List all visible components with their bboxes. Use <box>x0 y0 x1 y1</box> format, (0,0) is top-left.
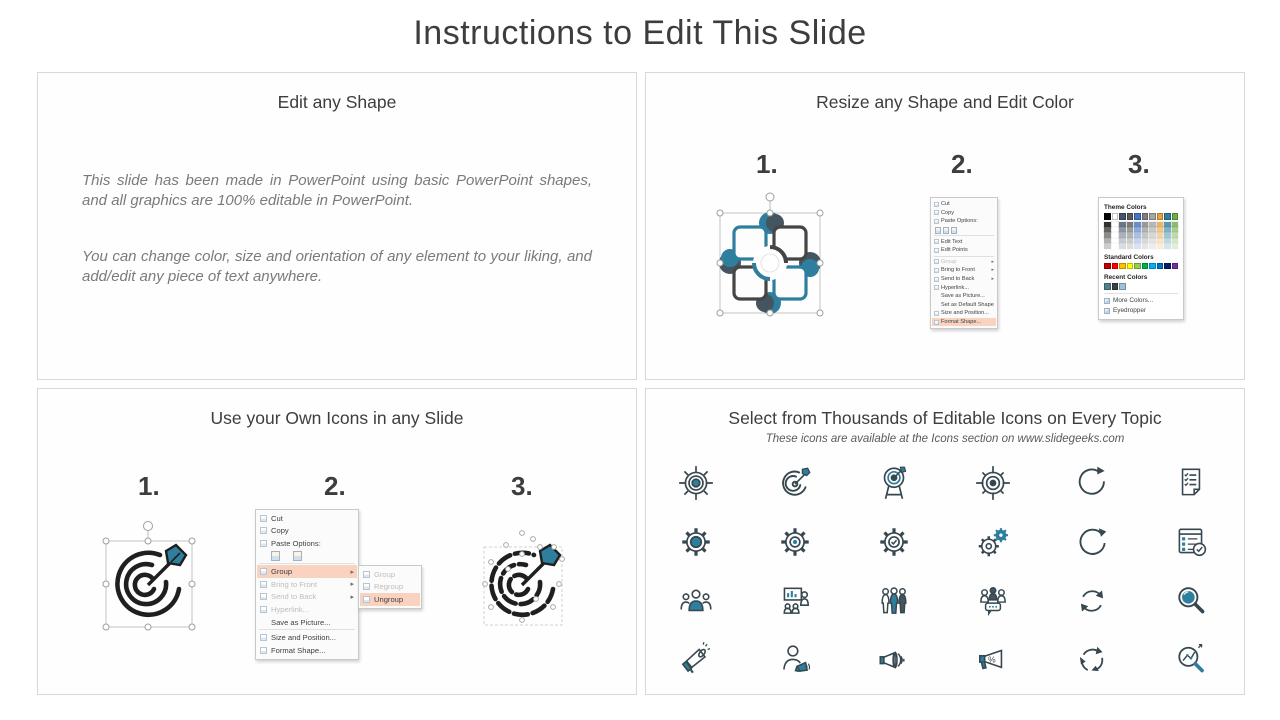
menu-item-icon <box>260 593 267 600</box>
double-gears-icon <box>974 523 1012 561</box>
menu-item-icon <box>934 285 939 290</box>
menu-item-icon <box>934 202 939 207</box>
menu-item-regroup[interactable] <box>360 581 420 594</box>
theme-color-variants[interactable] <box>1104 222 1178 249</box>
icon-cell[interactable] <box>1141 512 1240 571</box>
color-swatch[interactable] <box>1119 263 1126 270</box>
color-swatch[interactable] <box>1149 263 1156 270</box>
gear-hub-icon <box>776 523 814 561</box>
checklist-approved-icon <box>1172 523 1210 561</box>
color-swatch[interactable] <box>1164 213 1171 220</box>
menu-item-bring-to-front[interactable] <box>932 266 996 275</box>
resize-step-1: 1. <box>756 149 778 179</box>
more-colors-item[interactable] <box>1104 296 1178 306</box>
menu-item-icon <box>260 527 267 534</box>
menu-item-label: Bring to Front <box>941 267 975 274</box>
menu-item-copy[interactable] <box>932 209 996 218</box>
presentation-audience-icon <box>776 582 814 620</box>
icon-cell[interactable] <box>646 453 745 512</box>
menu-item-icon <box>934 239 939 244</box>
color-variant-swatch[interactable] <box>1134 243 1141 248</box>
icons-step-3: 3. <box>511 471 533 501</box>
menu-item-group[interactable] <box>257 565 357 578</box>
eyedropper-label: Eyedropper <box>1113 307 1147 315</box>
menu-item-label: Paste Options: <box>271 538 321 548</box>
color-swatch[interactable] <box>1134 213 1141 220</box>
gear-check-icon <box>875 523 913 561</box>
menu-item-bring-to-front[interactable] <box>257 578 357 591</box>
paste-option-icon[interactable] <box>943 227 949 234</box>
target-dart-icon <box>776 464 814 502</box>
rotate-arrow-icon <box>1073 464 1111 502</box>
color-swatch[interactable] <box>1164 263 1171 270</box>
paste-options-icons[interactable] <box>932 226 996 235</box>
menu-item-edit-points[interactable] <box>932 246 996 255</box>
color-swatch[interactable] <box>1112 213 1119 220</box>
menu-separator <box>934 235 994 236</box>
panel-resize-shape <box>645 72 1245 380</box>
icons-step-2: 2. <box>324 471 346 501</box>
icon-cell[interactable] <box>844 630 943 689</box>
edit-shape-paragraph-1: This slide has been made in PowerPoint using basic PowerPoint shapes, and all graphics are 100% editable in PowerPoint. <box>82 172 592 209</box>
menu-item-label: Format Shape... <box>271 645 326 655</box>
color-swatch[interactable] <box>1127 263 1134 270</box>
menu-item-icon <box>934 311 939 316</box>
menu-item-label: Group <box>271 567 293 577</box>
menu-item-icon <box>260 581 267 588</box>
menu-item-icon <box>363 571 370 578</box>
icon-cell[interactable] <box>1141 630 1240 689</box>
icon-cell[interactable] <box>1141 453 1240 512</box>
color-variant-swatch[interactable] <box>1104 243 1111 248</box>
submenu-arrow-icon: ▸ <box>350 593 354 601</box>
rotation-handle <box>766 193 774 201</box>
submenu-arrow-icon: ▸ <box>350 581 354 589</box>
icon-cell[interactable] <box>646 512 745 571</box>
megaphone-side-icon <box>875 641 913 679</box>
color-variant-swatch[interactable] <box>1149 243 1156 248</box>
icon-cell[interactable] <box>1042 630 1141 689</box>
icons-step-1: 1. <box>138 471 160 501</box>
menu-item-icon <box>363 583 370 590</box>
color-swatch[interactable] <box>1112 263 1119 270</box>
menu-item-label: Copy <box>271 526 289 536</box>
icon-cell[interactable] <box>745 630 844 689</box>
theme-colors-row[interactable] <box>1104 213 1178 220</box>
selected-shape-graphic[interactable] <box>709 189 831 331</box>
menu-item-label: Cut <box>271 513 283 523</box>
menu-item-label: Copy <box>941 209 955 216</box>
menu-separator <box>259 629 355 630</box>
icon-cell[interactable] <box>844 512 943 571</box>
theme-colors-label: Theme Colors <box>1104 204 1147 211</box>
menu-item-label: Edit Text <box>941 238 963 245</box>
color-swatch[interactable] <box>1172 213 1179 220</box>
target-icon-grouped[interactable] <box>96 517 206 639</box>
icon-cell[interactable] <box>745 512 844 571</box>
menu-item-icon <box>934 277 939 282</box>
rotation-handle <box>144 522 153 531</box>
submenu-arrow-icon: ▸ <box>991 258 994 265</box>
refresh-cycle-icon <box>1073 641 1111 679</box>
more-colors-label: More Colors... <box>1113 297 1154 305</box>
menu-item-label: Size and Position... <box>271 633 337 643</box>
icon-cell[interactable] <box>844 571 943 630</box>
paste-option-icon[interactable] <box>293 551 302 561</box>
target-icon-ungrouped[interactable] <box>470 517 580 639</box>
target-dart-board-icon <box>875 464 913 502</box>
color-swatch[interactable] <box>1142 213 1149 220</box>
menu-item-label: Save as Picture... <box>271 617 331 627</box>
resize-step-3: 3. <box>1128 149 1150 179</box>
icon-cell[interactable] <box>1042 453 1141 512</box>
menu-item-paste-options[interactable] <box>257 537 357 550</box>
color-variant-swatch[interactable] <box>1112 243 1119 248</box>
color-variant-swatch[interactable] <box>1119 243 1126 248</box>
color-swatch[interactable] <box>1104 213 1111 220</box>
icon-cell[interactable] <box>844 453 943 512</box>
icon-cell[interactable] <box>745 453 844 512</box>
paste-option-icon[interactable] <box>935 227 941 234</box>
icon-cell[interactable] <box>745 571 844 630</box>
menu-item-icon <box>363 596 370 603</box>
context-menu-group[interactable] <box>255 509 359 660</box>
panel-edit-shape <box>37 72 637 380</box>
color-swatch[interactable] <box>1149 213 1156 220</box>
menu-item-label: Group <box>374 569 396 579</box>
menu-item-icon <box>934 248 939 253</box>
menu-item-format-shape[interactable] <box>932 318 996 327</box>
color-picker-dropdown[interactable] <box>1098 197 1184 320</box>
menu-item-label: Group <box>941 258 957 265</box>
menu-item-icon <box>934 219 939 224</box>
menu-item-copy[interactable] <box>257 525 357 538</box>
megaphone-offer-icon <box>974 641 1012 679</box>
recent-colors-label: Recent Colors <box>1104 274 1148 282</box>
menu-item-label: Regroup <box>374 582 404 592</box>
menu-item-label: Paste Options: <box>941 218 978 225</box>
menu-item-icon <box>934 320 939 325</box>
color-variant-swatch[interactable] <box>1172 243 1179 248</box>
target-crosshair-icon <box>974 464 1012 502</box>
paste-options-icons[interactable] <box>257 550 357 563</box>
menu-item-label: Send to Back <box>941 276 975 283</box>
menu-item-label: Format Shape... <box>941 319 982 326</box>
standard-colors-row[interactable] <box>1104 263 1178 270</box>
color-swatch[interactable] <box>1142 263 1149 270</box>
menu-item-size-and-position[interactable] <box>932 309 996 318</box>
announcer-person-icon <box>776 641 814 679</box>
menu-item-cut[interactable] <box>257 512 357 525</box>
menu-item-label: Size and Position... <box>941 310 989 317</box>
paste-option-icon[interactable] <box>271 551 280 561</box>
color-swatch[interactable] <box>1119 213 1126 220</box>
submenu-arrow-icon: ▸ <box>991 267 994 274</box>
menu-item-icon <box>934 259 939 264</box>
menu-item-paste-options[interactable] <box>932 217 996 226</box>
menu-item-save-as-picture[interactable] <box>932 292 996 301</box>
menu-item-icon <box>260 647 267 654</box>
menu-item-edit-text[interactable] <box>932 237 996 246</box>
menu-item-cut[interactable] <box>932 200 996 209</box>
menu-item-label: Bring to Front <box>271 579 318 589</box>
panel-icon-library-heading: Select from Thousands of Editable Icons on Every Topic <box>728 408 1162 428</box>
menu-item-save-as-picture[interactable] <box>257 616 357 629</box>
color-swatch[interactable] <box>1157 263 1164 270</box>
color-swatch[interactable] <box>1104 263 1111 270</box>
team-leader-icon <box>677 582 715 620</box>
menu-item-send-to-back[interactable] <box>257 591 357 604</box>
panel-icon-library-subheading: These icons are available at the Icons section on www.slidegeeks.com <box>765 433 1125 445</box>
checklist-document-icon <box>1172 464 1210 502</box>
color-variant-swatch[interactable] <box>1164 243 1171 248</box>
color-swatch[interactable] <box>1127 213 1134 220</box>
menu-item-icon <box>260 515 267 522</box>
menu-item-label: Hyperlink... <box>941 284 969 291</box>
magnifier-icon <box>1172 582 1210 620</box>
menu-item-ungroup[interactable] <box>360 593 420 606</box>
panel-icon-library <box>645 388 1245 695</box>
icon-cell[interactable] <box>943 512 1042 571</box>
menu-item-label: Ungroup <box>374 594 404 604</box>
panel-own-icons <box>37 388 637 695</box>
menu-item-hyperlink[interactable] <box>932 283 996 292</box>
menu-item-set-as-default-shape[interactable] <box>932 301 996 310</box>
standard-colors-label: Standard Colors <box>1104 253 1154 261</box>
rotate-arrow-cw-icon <box>1073 523 1111 561</box>
menu-item-icon <box>260 606 267 613</box>
eyedropper-item[interactable] <box>1104 306 1178 316</box>
color-swatch[interactable] <box>1104 283 1111 290</box>
context-submenu-ungroup[interactable] <box>358 565 422 609</box>
menu-item-group[interactable] <box>932 258 996 267</box>
paste-option-icon[interactable] <box>951 227 957 234</box>
panel-resize-shape-heading: Resize any Shape and Edit Color <box>816 92 1074 112</box>
color-wheel-icon <box>1104 298 1110 304</box>
panel-own-icons-heading: Use your Own Icons in any Slide <box>210 408 464 428</box>
context-menu-format[interactable] <box>930 197 998 329</box>
target-crosshair-filled-icon <box>677 464 715 502</box>
svg-text:%: % <box>987 654 996 665</box>
icon-grid <box>646 453 1240 689</box>
menu-separator <box>934 256 994 257</box>
icon-cell[interactable] <box>646 630 745 689</box>
menu-item-group[interactable] <box>360 568 420 581</box>
submenu-arrow-icon: ▸ <box>991 276 994 283</box>
page-title: Instructions to Edit This Slide <box>413 14 867 52</box>
eyedropper-icon <box>1104 308 1110 314</box>
icon-cell[interactable] <box>646 571 745 630</box>
menu-item-label: Save as Picture... <box>941 293 985 300</box>
color-variant-swatch[interactable] <box>1127 243 1134 248</box>
menu-item-icon <box>260 634 267 641</box>
icon-cell[interactable] <box>1042 512 1141 571</box>
menu-item-label: Edit Points <box>941 247 968 254</box>
color-variant-swatch[interactable] <box>1142 243 1149 248</box>
menu-item-send-to-back[interactable] <box>932 275 996 284</box>
color-variant-swatch[interactable] <box>1157 243 1164 248</box>
edit-shape-paragraph-2: You can change color, size and orientation of any element to your liking, and add/edit any piece of text anywhere. <box>82 248 592 285</box>
menu-item-icon <box>934 268 939 273</box>
team-discussion-icon <box>974 582 1012 620</box>
color-swatch[interactable] <box>1112 283 1119 290</box>
menu-item-format-shape[interactable] <box>257 644 357 657</box>
color-swatch[interactable] <box>1172 263 1179 270</box>
menu-item-size-and-position[interactable] <box>257 631 357 644</box>
megaphone-icon <box>677 641 715 679</box>
menu-item-icon <box>260 568 267 575</box>
menu-item-label: Cut <box>941 201 950 208</box>
menu-item-label: Send to Back <box>271 592 317 602</box>
panel-edit-shape-heading: Edit any Shape <box>277 92 397 112</box>
gear-filled-icon <box>677 523 715 561</box>
submenu-arrow-icon: ▸ <box>350 568 354 576</box>
menu-item-icon <box>260 540 267 547</box>
analysis-magnifier-icon <box>1172 641 1210 679</box>
icon-cell[interactable] <box>943 571 1042 630</box>
recent-colors-row[interactable] <box>1104 283 1178 290</box>
icon-cell[interactable] <box>943 453 1042 512</box>
icon-cell[interactable] <box>1141 571 1240 630</box>
sync-arrows-icon <box>1073 582 1111 620</box>
icon-cell[interactable] <box>943 630 1042 689</box>
menu-item-label: Hyperlink... <box>271 604 309 614</box>
menu-item-icon <box>934 210 939 215</box>
team-group-icon <box>875 582 913 620</box>
color-swatch[interactable] <box>1157 213 1164 220</box>
menu-item-label: Set as Default Shape <box>941 301 994 308</box>
icon-cell[interactable] <box>1042 571 1141 630</box>
color-swatch[interactable] <box>1119 283 1126 290</box>
color-swatch[interactable] <box>1134 263 1141 270</box>
menu-separator <box>259 563 355 564</box>
menu-item-hyperlink[interactable] <box>257 603 357 616</box>
resize-step-2: 2. <box>951 149 973 179</box>
